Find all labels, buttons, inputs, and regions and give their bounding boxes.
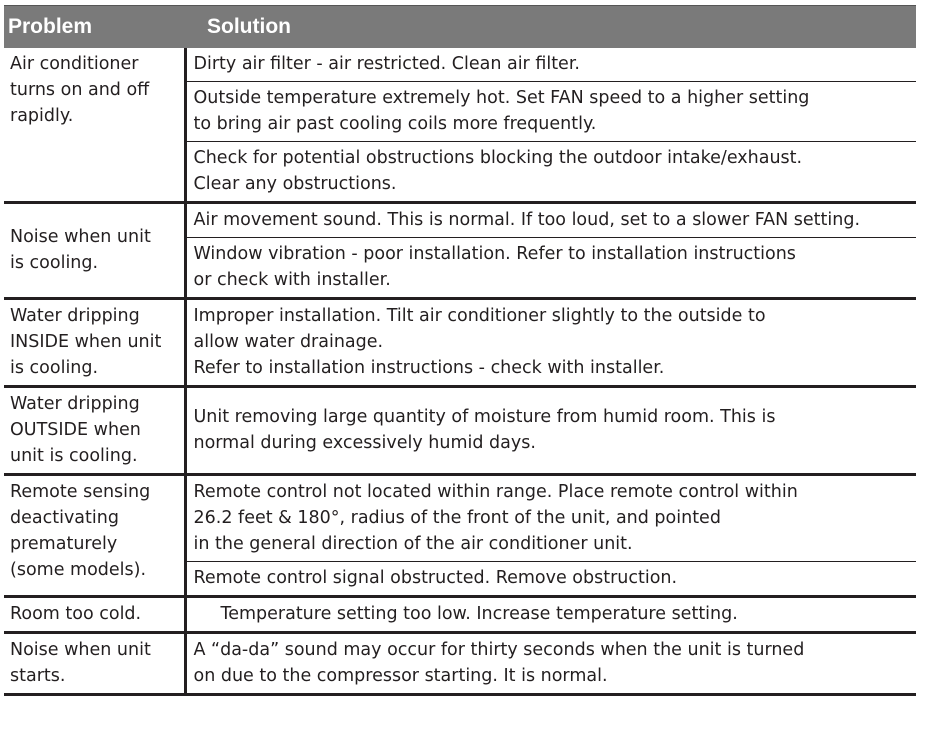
solution-line: normal during excessively humid days. [193, 433, 536, 453]
problem-line: Water dripping [10, 394, 140, 414]
solution-line: Unit removing large quantity of moisture from humid room. This is [193, 407, 776, 427]
problem-line: is cooling. [10, 253, 99, 273]
solution-cell [185, 633, 916, 695]
header-solution: Solution [185, 6, 916, 49]
table-header-row [4, 6, 916, 49]
problem-cell [4, 48, 185, 203]
solution-line: to bring air past cooling coils more frequently. [193, 114, 597, 134]
problem-line: starts. [10, 666, 66, 686]
solution-line: Check for potential obstructions blocking the outdoor intake/exhaust. [193, 148, 803, 168]
solution-cell [185, 387, 916, 475]
solution-cell [185, 597, 916, 633]
problem-line: Noise when unit [10, 640, 151, 660]
table-row [4, 387, 916, 475]
solution-line: 26.2 feet & 180°, radius of the front of the unit, and pointed [193, 508, 721, 528]
problem-line: turns on and off [10, 80, 150, 100]
problem-line: rapidly. [10, 106, 74, 126]
table-row [4, 597, 916, 633]
solution-cell [185, 475, 916, 562]
problem-cell [4, 203, 185, 299]
table-row [4, 48, 916, 82]
troubleshooting-table-container [4, 5, 916, 696]
table-row [4, 203, 916, 238]
solution-cell [185, 203, 916, 238]
solution-cell [185, 299, 916, 387]
problem-cell [4, 633, 185, 695]
problem-cell [4, 597, 185, 633]
troubleshooting-table [4, 5, 916, 696]
problem-line: Room too cold. [10, 604, 142, 624]
solution-line: Clear any obstructions. [193, 174, 397, 194]
solution-line: Refer to installation instructions - check with installer. [193, 358, 665, 378]
solution-line: Outside temperature extremely hot. Set FAN speed to a higher setting [193, 88, 810, 108]
problem-line: is cooling. [10, 358, 99, 378]
problem-cell [4, 299, 185, 387]
solution-line: in the general direction of the air conditioner unit. [193, 534, 633, 554]
solution-line: allow water drainage. [193, 332, 384, 352]
solution-line: Window vibration - poor installation. Refer to installation instructions [193, 244, 796, 264]
problem-line: Water dripping [10, 306, 140, 326]
problem-cell [4, 475, 185, 597]
solution-cell [185, 48, 916, 82]
solution-line: Remote control signal obstructed. Remove obstruction. [193, 568, 678, 588]
problem-line: Air conditioner [10, 54, 139, 74]
solution-line: Improper installation. Tilt air conditioner slightly to the outside to [193, 306, 766, 326]
problem-line: INSIDE when unit [10, 332, 162, 352]
solution-line: Temperature setting too low. Increase temperature setting. [220, 604, 738, 624]
problem-line: Remote sensing [10, 482, 151, 502]
solution-line: on due to the compressor starting. It is normal. [193, 666, 608, 686]
table-row [4, 633, 916, 695]
solution-cell [185, 562, 916, 597]
table-row [4, 299, 916, 387]
problem-line: unit is cooling. [10, 446, 138, 466]
problem-line: prematurely [10, 534, 118, 554]
problem-line: OUTSIDE when [10, 420, 141, 440]
solution-cell [185, 238, 916, 299]
solution-line: Dirty air filter - air restricted. Clean air filter. [193, 54, 580, 74]
problem-line: deactivating [10, 508, 119, 528]
solution-line: Remote control not located within range. Place remote control within [193, 482, 798, 502]
solution-cell [185, 82, 916, 142]
solution-line: A “da-da” sound may occur for thirty seconds when the unit is turned [193, 640, 805, 660]
header-problem: Problem [4, 6, 185, 49]
problem-line: (some models). [10, 560, 147, 580]
solution-line: or check with installer. [193, 270, 391, 290]
solution-cell [185, 142, 916, 203]
problem-cell [4, 387, 185, 475]
table-row [4, 475, 916, 562]
problem-line: Noise when unit [10, 227, 151, 247]
solution-line: Air movement sound. This is normal. If too loud, set to a slower FAN setting. [193, 210, 861, 230]
